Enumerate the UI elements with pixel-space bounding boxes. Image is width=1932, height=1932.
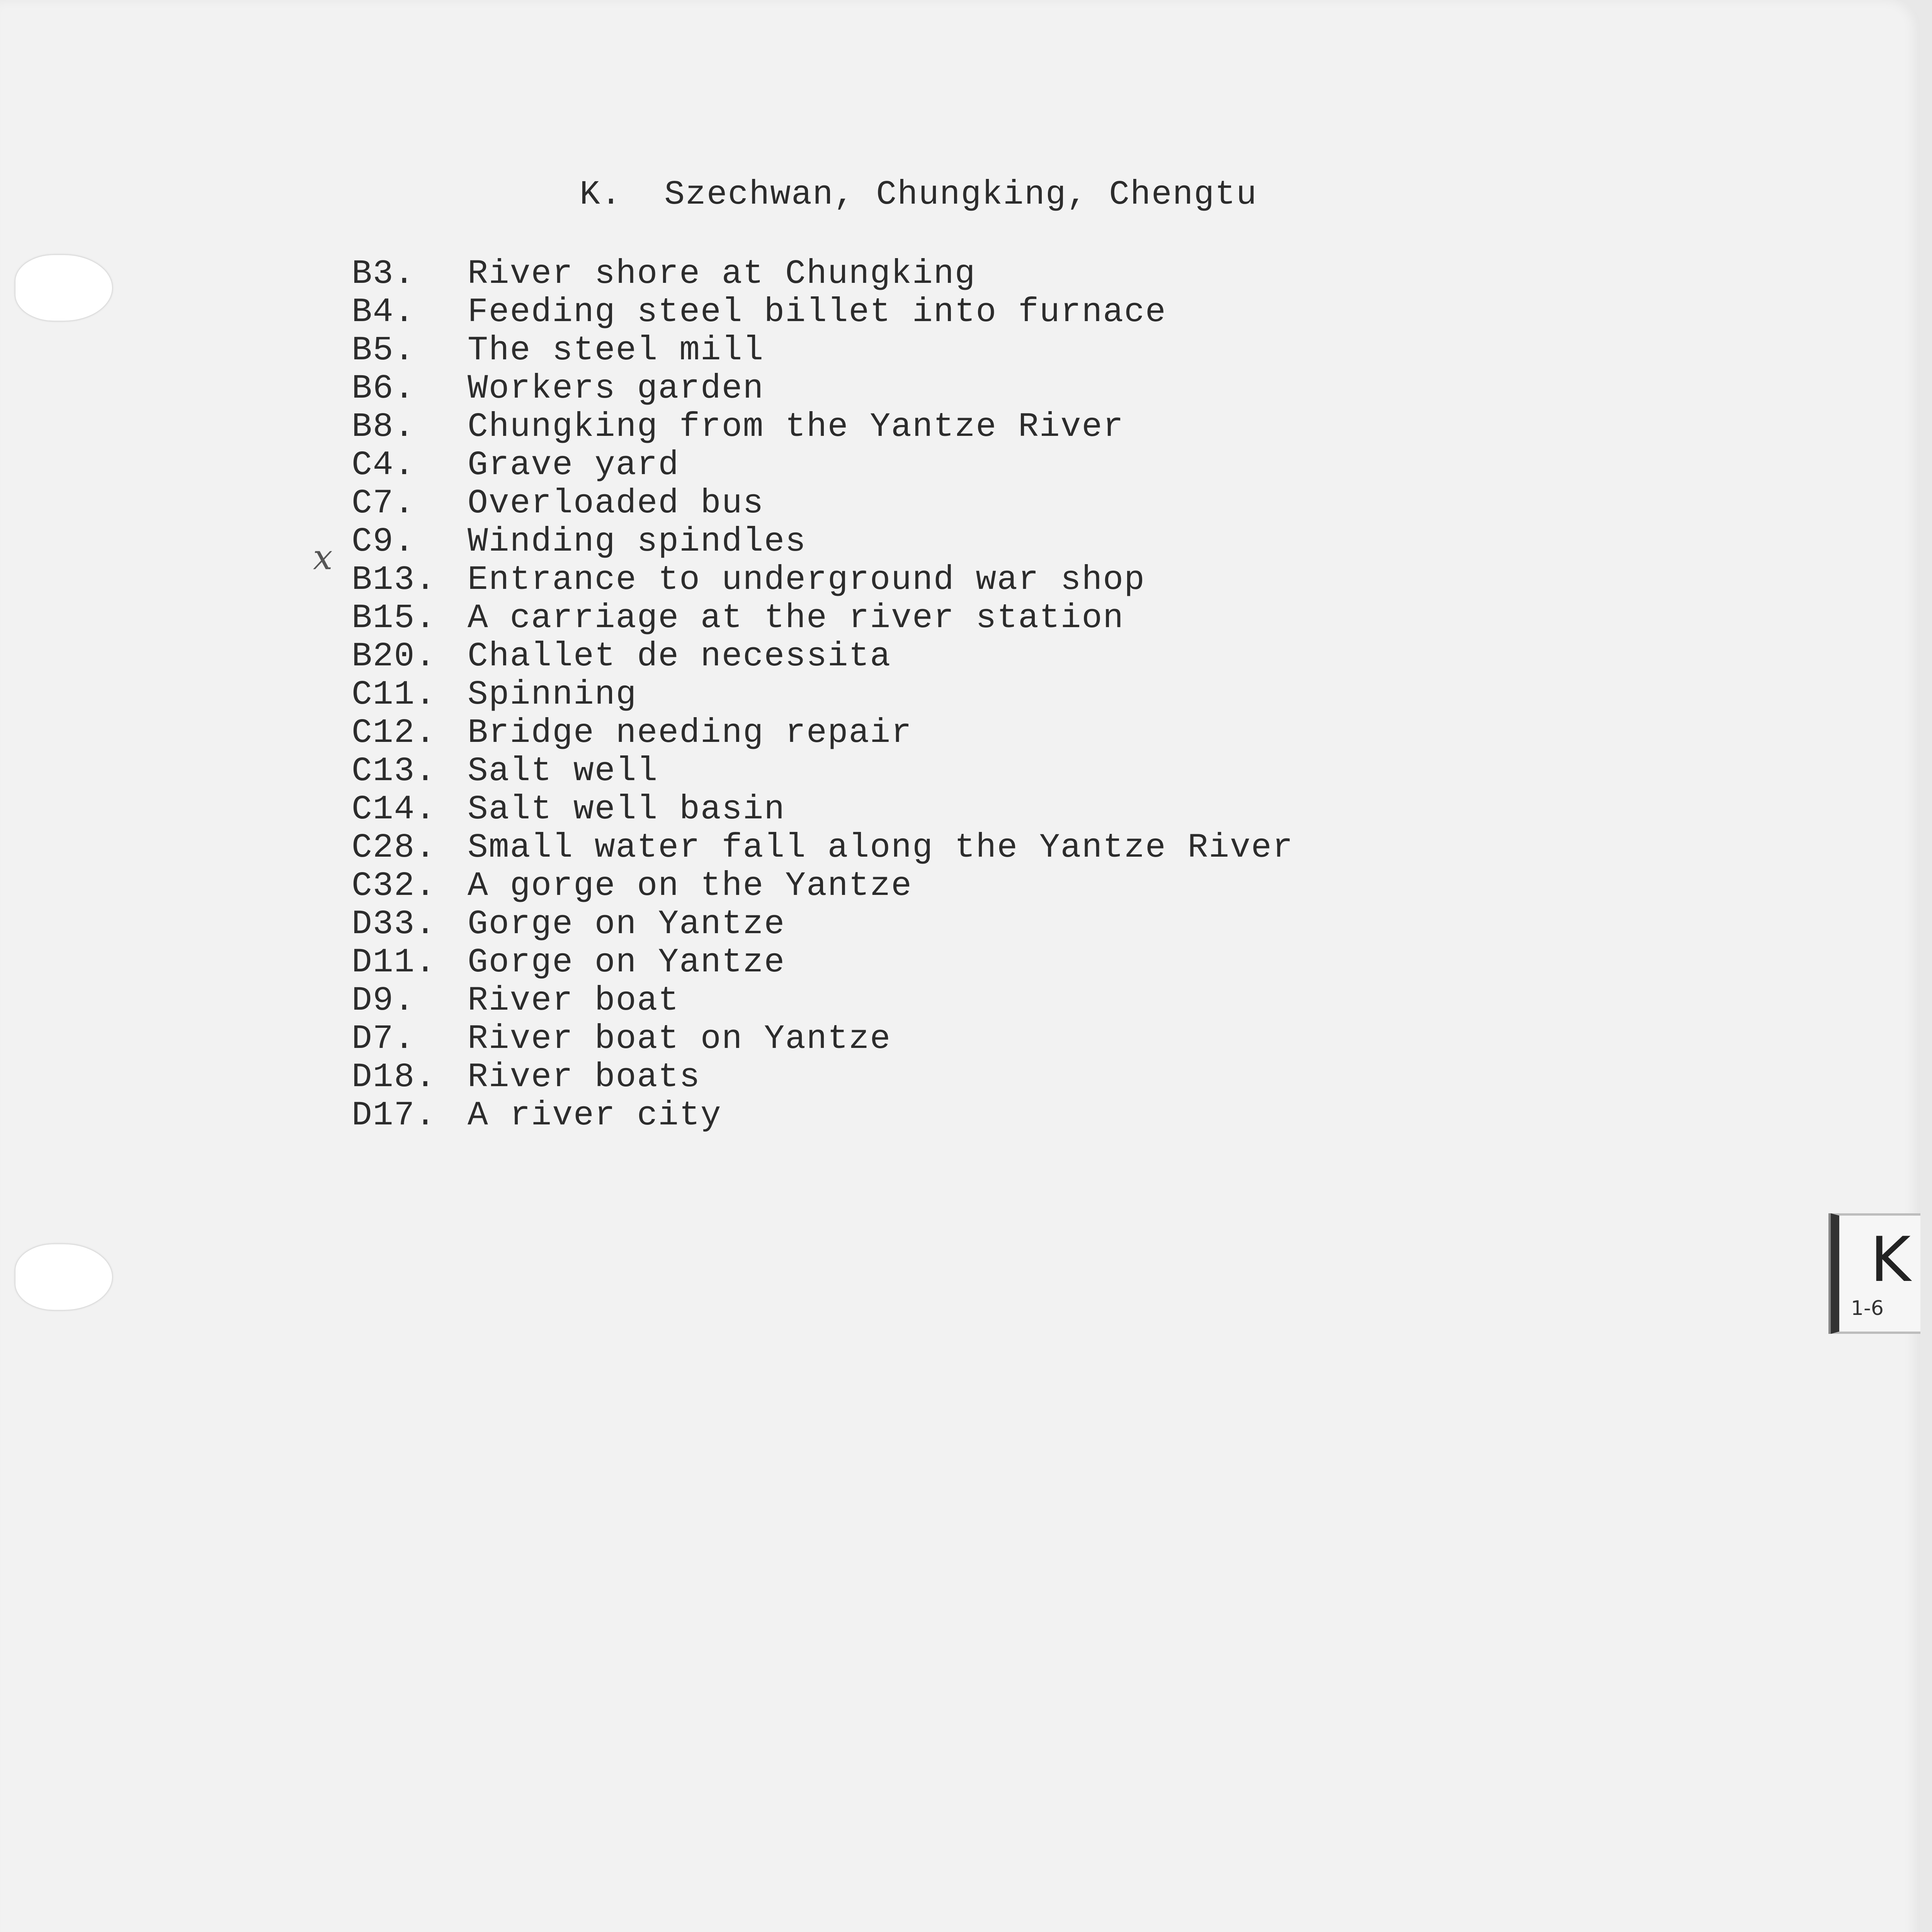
list-item <box>352 944 1294 982</box>
punch-hole-top <box>15 255 112 321</box>
item-code: C12. <box>352 714 437 752</box>
item-caption: Challet de necessita <box>468 638 891 676</box>
list-item <box>352 293 1294 332</box>
item-code: D33. <box>352 905 437 944</box>
item-code: D17. <box>352 1097 437 1135</box>
page-heading: K. Szechwan, Chungking, Chengtu <box>580 176 1257 214</box>
index-tab[interactable] <box>1831 1213 1920 1334</box>
item-code: C14. <box>352 791 437 829</box>
item-caption: A gorge on the Yantze <box>468 867 912 905</box>
item-caption: Overloaded bus <box>468 485 764 523</box>
list-item <box>352 370 1294 408</box>
item-caption: Chungking from the Yantze River <box>468 408 1124 446</box>
item-code: C28. <box>352 829 437 867</box>
margin-check-mark: x <box>313 537 333 578</box>
item-caption: A carriage at the river station <box>468 599 1124 638</box>
list-item <box>352 408 1294 446</box>
index-tab-letter: K <box>1870 1223 1911 1296</box>
list-item <box>352 523 1294 561</box>
item-caption: The steel mill <box>468 332 764 370</box>
item-caption: River boats <box>468 1058 701 1097</box>
list-item <box>352 1020 1294 1058</box>
list-item <box>352 638 1294 676</box>
item-caption: Bridge needing repair <box>468 714 912 752</box>
item-code: D11. <box>352 944 437 982</box>
item-caption: Winding spindles <box>468 523 806 561</box>
list-item <box>352 905 1294 944</box>
list-item <box>352 1097 1294 1135</box>
index-tab-range: 1-6 <box>1851 1297 1884 1320</box>
item-caption: Salt well <box>468 752 658 791</box>
list-item <box>352 1058 1294 1097</box>
list-item <box>352 446 1294 485</box>
item-caption: River boat <box>468 982 680 1020</box>
item-code: B3. <box>352 255 415 293</box>
item-caption: Gorge on Yantze <box>468 905 786 944</box>
item-caption: Feeding steel billet into furnace <box>468 293 1167 332</box>
list-item <box>352 982 1294 1020</box>
item-code: B4. <box>352 293 415 332</box>
list-item <box>352 867 1294 905</box>
list-item <box>352 791 1294 829</box>
item-caption: Salt well basin <box>468 791 786 829</box>
item-code: C4. <box>352 446 415 485</box>
item-caption: River shore at Chungking <box>468 255 976 293</box>
item-caption: River boat on Yantze <box>468 1020 891 1058</box>
item-code: B13. <box>352 561 437 599</box>
list-item <box>352 599 1294 638</box>
item-code: B15. <box>352 599 437 638</box>
item-code: D9. <box>352 982 415 1020</box>
item-caption: Gorge on Yantze <box>468 944 786 982</box>
list-item <box>352 561 1294 599</box>
item-code: C32. <box>352 867 437 905</box>
item-caption: Entrance to underground war shop <box>468 561 1145 599</box>
punch-hole-middle <box>15 1244 112 1310</box>
item-code: C7. <box>352 485 415 523</box>
item-code: B5. <box>352 332 415 370</box>
item-caption: Grave yard <box>468 446 680 485</box>
item-code: B8. <box>352 408 415 446</box>
list-item <box>352 829 1294 867</box>
item-caption: Spinning <box>468 676 637 714</box>
item-code: D7. <box>352 1020 415 1058</box>
item-code: D18. <box>352 1058 437 1097</box>
item-caption: Small water fall along the Yantze River <box>468 829 1294 867</box>
list-item <box>352 485 1294 523</box>
item-code: B6. <box>352 370 415 408</box>
list-item <box>352 752 1294 791</box>
item-code: B20. <box>352 638 437 676</box>
list-item <box>352 255 1294 293</box>
item-code: C13. <box>352 752 437 791</box>
photo-caption-list <box>352 255 1294 1135</box>
item-code: C11. <box>352 676 437 714</box>
list-item <box>352 332 1294 370</box>
item-caption: Workers garden <box>468 370 764 408</box>
list-item <box>352 676 1294 714</box>
item-caption: A river city <box>468 1097 722 1135</box>
list-item <box>352 714 1294 752</box>
item-code: C9. <box>352 523 415 561</box>
